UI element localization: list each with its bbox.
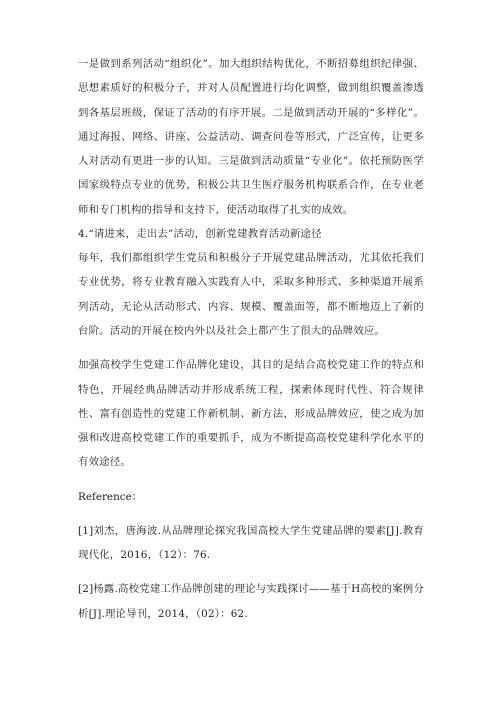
section-heading: 4.“请进来，走出去”活动，创新党建教育活动新途径 (78, 228, 322, 241)
body-paragraph: 每年，我们都组织学生党员和积极分子开展党建品牌活动，尤其依托我们专业优势，将专业教育融入实践育人中，采取多种形式、多种渠道开展系列活动，无论从活动形式、内容、规模、覆盖面等，都不断地迈上了新的台阶。活动的开展在校内外以及社会上都产生了很大的品牌效应。 (78, 252, 424, 337)
body-paragraph: 加强高校学生党建工作品牌化建设，其目的是结合高校党建工作的特点和特色，开展经典品牌活动并形成系统工程，探索体现时代性、符合规律性、富有创造性的党建工作新机制、新方法，形成品牌效应，使之成为加强和改进高校党建工作的重要抓手，成为不断提高高校党建科学化水平的有效途径。 (78, 359, 424, 469)
reference-item: [1]刘杰，唐海波.从品牌理论探究我国高校大学生党建品牌的要素[J].教育现代化，2016，（12）：76. (78, 524, 424, 562)
body-paragraph: 一是做到系列活动“组织化”。加大组织结构优化，不断招募组织纪律强、思想素质好的积极分子，并对人员配置进行均化调整，做到组织覆盖渗透到各基层班级，保证了活动的有序开展。二是做到活动开展的“多样化”。通过海报、网络、讲座、公益活动、调查问卷等形式，广泛宣传，让更多人对活动有更进一步的认知。三是做到活动质量“专业化”。依托预防医学国家级特点专业的优势，积极公共卫生医疗服务机构联系合作，在专业老师和专门机构的指导和支持下，使活动取得了扎实的成效。 (78, 58, 424, 216)
reference-item: [2]杨露.高校党建工作品牌创建的理论与实践探讨——基于H高校的案例分析[J].理论导刊，2014，（02）：62. (78, 583, 424, 620)
document-page (78, 52, 424, 626)
reference-heading: Reference： (78, 490, 143, 503)
